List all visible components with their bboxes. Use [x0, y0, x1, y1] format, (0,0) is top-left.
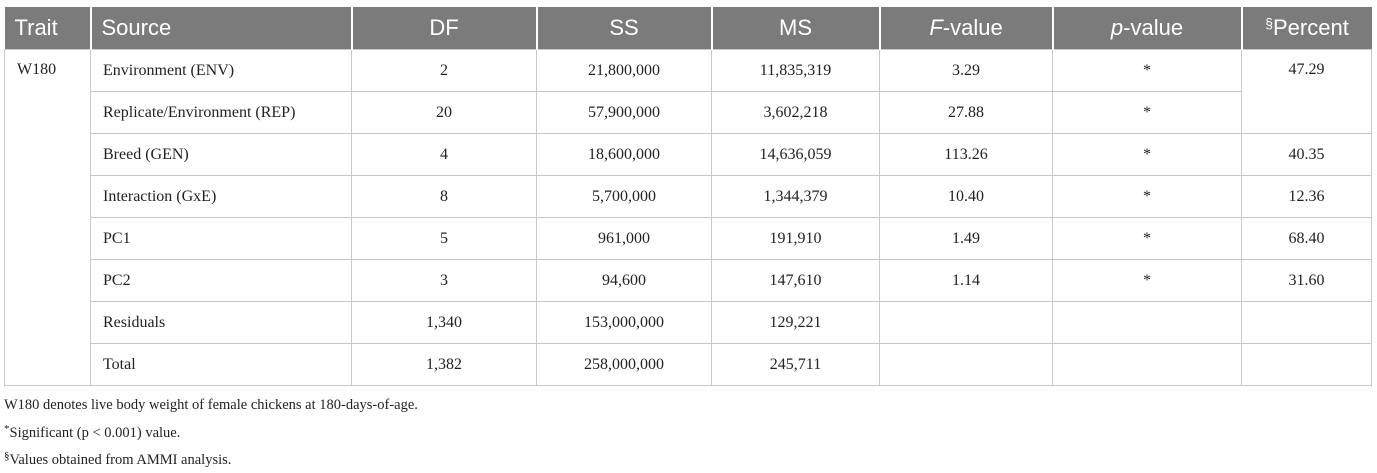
header-f-italic: F: [929, 15, 943, 40]
ms-cell: 191,910: [712, 218, 880, 260]
df-cell: 20: [352, 92, 537, 134]
footnote-significance-text: Significant (p < 0.001) value.: [9, 424, 181, 441]
table-row: [5, 92, 1372, 134]
ss-cell: 18,600,000: [537, 134, 712, 176]
header-row: [5, 7, 1372, 50]
df-cell: 1,340: [352, 302, 537, 344]
ms-cell: 3,602,218: [712, 92, 880, 134]
percent-cell: [1242, 344, 1372, 386]
header-p-rest: -value: [1123, 15, 1184, 40]
table-row: [5, 302, 1372, 344]
source-cell: Environment (ENV): [91, 50, 352, 92]
p-cell: [1053, 302, 1242, 344]
p-cell: [1053, 344, 1242, 386]
header-ss-label: SS: [609, 15, 639, 40]
df-cell: 4: [352, 134, 537, 176]
p-cell: *: [1053, 50, 1242, 92]
f-cell: [880, 344, 1053, 386]
percent-cell: 12.36: [1242, 176, 1372, 218]
anova-table: [4, 7, 1372, 386]
table-row: [5, 218, 1372, 260]
ss-cell: 94,600: [537, 260, 712, 302]
header-trait: [5, 7, 91, 50]
ms-cell: 14,636,059: [712, 134, 880, 176]
f-cell: 3.29: [880, 50, 1053, 92]
table-row: [5, 50, 1372, 92]
table-row: [5, 176, 1372, 218]
table-footnotes: [4, 394, 418, 473]
header-p-italic: p: [1110, 15, 1124, 40]
f-cell: 1.14: [880, 260, 1053, 302]
ms-cell: 245,711: [712, 344, 880, 386]
ss-cell: 258,000,000: [537, 344, 712, 386]
footnote-ammi-mark: §: [4, 450, 10, 462]
header-trait-label: Trait: [14, 15, 58, 40]
percent-cell: 31.60: [1242, 260, 1372, 302]
source-cell: Interaction (GxE): [91, 176, 352, 218]
footnote-ammi: [4, 445, 418, 473]
df-cell: 1,382: [352, 344, 537, 386]
f-cell: 1.49: [880, 218, 1053, 260]
trait-cell: W180: [5, 50, 91, 386]
f-cell: [880, 302, 1053, 344]
f-cell: 10.40: [880, 176, 1053, 218]
f-cell: 27.88: [880, 92, 1053, 134]
source-cell: Residuals: [91, 302, 352, 344]
footnote-ammi-text: Values obtained from AMMI analysis.: [9, 452, 232, 468]
df-cell: 5: [352, 218, 537, 260]
table-row: [5, 134, 1372, 176]
df-cell: 2: [352, 50, 537, 92]
table-row: [5, 260, 1372, 302]
source-cell: Total: [91, 344, 352, 386]
percent-cell: 40.35: [1242, 134, 1372, 176]
df-cell: 3: [352, 260, 537, 302]
ms-cell: 129,221: [712, 302, 880, 344]
source-cell: PC2: [91, 260, 352, 302]
p-cell: *: [1053, 218, 1242, 260]
header-ms: [712, 7, 880, 50]
f-cell: 113.26: [880, 134, 1053, 176]
p-cell: *: [1053, 92, 1242, 134]
ss-cell: 5,700,000: [537, 176, 712, 218]
percent-cell: [1242, 302, 1372, 344]
header-ss: [537, 7, 712, 50]
footnote-definition: W180 denotes live body weight of female chickens at 180-days-of-age.: [4, 397, 418, 413]
header-f-value: [880, 7, 1053, 50]
ms-cell: 1,344,379: [712, 176, 880, 218]
ss-cell: 961,000: [537, 218, 712, 260]
header-source-label: Source: [101, 15, 172, 40]
source-cell: Breed (GEN): [91, 134, 352, 176]
ss-cell: 153,000,000: [537, 302, 712, 344]
df-cell: 8: [352, 176, 537, 218]
header-df: [352, 7, 537, 50]
percent-cell: 47.29: [1242, 50, 1372, 134]
ss-cell: 57,900,000: [537, 92, 712, 134]
header-ms-label: MS: [779, 15, 812, 40]
p-cell: *: [1053, 260, 1242, 302]
header-percent: [1242, 7, 1372, 50]
p-cell: *: [1053, 176, 1242, 218]
header-percent-label: Percent: [1272, 15, 1349, 40]
table-row: [5, 344, 1372, 386]
anova-table-container: [4, 7, 1371, 386]
header-df-label: DF: [429, 15, 459, 40]
header-source: [91, 7, 352, 50]
ms-cell: 147,610: [712, 260, 880, 302]
percent-cell: 68.40: [1242, 218, 1372, 260]
footnote-significance: [4, 418, 418, 446]
header-f-rest: -value: [942, 15, 1003, 40]
p-cell: *: [1053, 134, 1242, 176]
source-cell: PC1: [91, 218, 352, 260]
source-cell: Replicate/Environment (REP): [91, 92, 352, 134]
ms-cell: 11,835,319: [712, 50, 880, 92]
footnote-significance-mark: *: [4, 422, 10, 435]
header-percent-mark: §: [1265, 15, 1273, 31]
ss-cell: 21,800,000: [537, 50, 712, 92]
header-p-value: [1053, 7, 1242, 50]
